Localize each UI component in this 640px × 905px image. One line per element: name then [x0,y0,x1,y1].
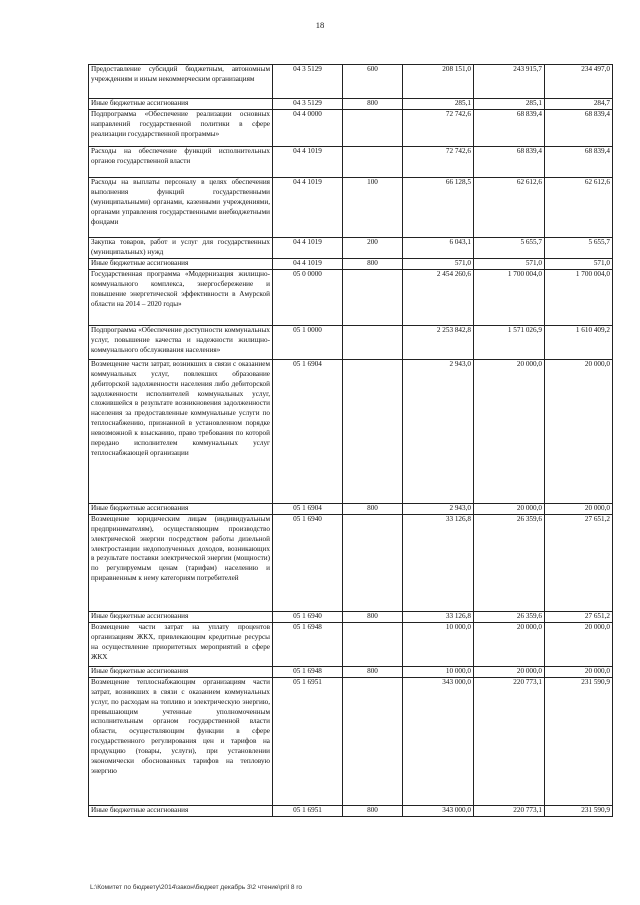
row-amount-2015: 33 126,8 [403,514,474,611]
row-code: 04 4 1019 [273,238,343,259]
table-row [89,805,613,816]
row-amount-2015: 2 943,0 [403,359,474,503]
row-amount-2017: 234 497,0 [545,65,613,99]
row-expense-type: 100 [343,178,403,238]
row-expense-type: 800 [343,611,403,622]
row-expense-type [343,677,403,805]
row-amount-2015: 66 128,5 [403,178,474,238]
row-name: Иные бюджетные ассигнования [89,503,273,514]
row-amount-2016: 285,1 [474,99,545,110]
table-row [89,65,613,99]
table-row [89,178,613,238]
row-amount-2015: 6 043,1 [403,238,474,259]
row-amount-2015: 10 000,0 [403,666,474,677]
row-name: Иные бюджетные ассигнования [89,258,273,269]
row-expense-type: 800 [343,99,403,110]
row-expense-type [343,110,403,147]
row-code: 05 1 6951 [273,677,343,805]
row-amount-2017: 1 610 409,2 [545,325,613,359]
row-name: Возмещение части затрат на уплату процентов организациям ЖКХ, привлекающим кредитные ресурсы на осуществление приоритетных мероприятий в сфере ЖКХ [89,622,273,666]
row-expense-type [343,325,403,359]
row-code: 04 4 1019 [273,147,343,178]
page-number: 18 [315,20,325,30]
row-amount-2015: 33 126,8 [403,611,474,622]
row-amount-2016: 20 000,0 [474,666,545,677]
table-row [89,503,613,514]
row-amount-2017: 231 590,9 [545,805,613,816]
row-code: 05 1 0000 [273,325,343,359]
row-amount-2017: 5 655,7 [545,238,613,259]
row-amount-2017: 68 839,4 [545,110,613,147]
row-name: Расходы на выплаты персоналу в целях обеспечения выполнения функций государственными (муниципальными) органами, казенными учреждениями, органами управления государственными внебюджетными фондами [89,178,273,238]
row-amount-2017: 62 612,6 [545,178,613,238]
row-amount-2016: 243 915,7 [474,65,545,99]
row-amount-2017: 27 651,2 [545,514,613,611]
row-name: Подпрограмма «Обеспечение доступности коммунальных услуг, повышение качества и надежности жилищно-коммунального обслуживания населения» [89,325,273,359]
row-amount-2015: 571,0 [403,258,474,269]
row-name: Возмещение теплоснабжающим организациям части затрат, возникших в связи с оказанием коммунальных услуг, по расходам на топливо и электрическую энергию, превышающим учтенные уполномоченным исполнительным органом государственной власти области, осуществляющим функции в сфере государственного регулирования цен и тарифов на продукцию (товары, услуги), при установлении экономически обоснованных тарифов на тепловую энергию [89,677,273,805]
row-name: Закупка товаров, работ и услуг для государственных (муниципальных) нужд [89,238,273,259]
row-amount-2017: 27 651,2 [545,611,613,622]
row-name: Предоставление субсидий бюджетным, автономным учреждениям и иным некоммерческим организациям [89,65,273,99]
row-amount-2015: 343 000,0 [403,677,474,805]
table-row [89,611,613,622]
row-amount-2015: 2 454 260,6 [403,269,474,325]
table-row [89,325,613,359]
row-expense-type [343,147,403,178]
row-code: 05 1 6951 [273,805,343,816]
row-code: 05 1 6904 [273,503,343,514]
row-name: Государственная программа «Модернизация жилищно-коммунального комплекса, энергосбережение и повышение энергетической эффективности в Амурской области на 2014 – 2020 годы» [89,269,273,325]
row-amount-2016: 220 773,1 [474,805,545,816]
row-amount-2017: 68 839,4 [545,147,613,178]
row-code: 04 4 1019 [273,178,343,238]
row-name: Расходы на обеспечение функций исполнительных органов государственной власти [89,147,273,178]
row-amount-2017: 20 000,0 [545,359,613,503]
row-amount-2015: 343 000,0 [403,805,474,816]
row-amount-2016: 20 000,0 [474,359,545,503]
row-name: Иные бюджетные ассигнования [89,805,273,816]
row-amount-2015: 285,1 [403,99,474,110]
row-expense-type [343,359,403,503]
row-code: 05 1 6904 [273,359,343,503]
row-name: Возмещение юридическим лицам (индивидуальным предпринимателям), осуществляющим производство электрической энергии посредством работы дизельной электростанции недополученных доходов, возникающих в результате поставки электрической энергии (мощности) по регулируемым ценам (тарифам) населению и приравненным к нему категориям потребителей [89,514,273,611]
row-amount-2016: 68 839,4 [474,110,545,147]
row-amount-2017: 284,7 [545,99,613,110]
row-expense-type: 600 [343,65,403,99]
budget-table-body [89,65,613,817]
row-expense-type: 800 [343,805,403,816]
table-row [89,238,613,259]
row-expense-type: 800 [343,666,403,677]
row-amount-2016: 5 655,7 [474,238,545,259]
table-row [89,269,613,325]
row-code: 04 3 5129 [273,65,343,99]
row-amount-2017: 571,0 [545,258,613,269]
row-code: 04 4 1019 [273,258,343,269]
row-amount-2016: 20 000,0 [474,622,545,666]
row-expense-type [343,514,403,611]
row-name: Подпрограмма «Обеспечение реализации основных направлений государственной политики в сфере реализации государственной программы» [89,110,273,147]
row-expense-type: 200 [343,238,403,259]
row-amount-2015: 72 742,6 [403,147,474,178]
row-amount-2015: 208 151,0 [403,65,474,99]
row-amount-2016: 220 773,1 [474,677,545,805]
row-amount-2016: 68 839,4 [474,147,545,178]
row-name: Иные бюджетные ассигнования [89,99,273,110]
row-amount-2017: 20 000,0 [545,503,613,514]
row-code: 04 4 0000 [273,110,343,147]
row-expense-type [343,622,403,666]
table-row [89,622,613,666]
row-amount-2016: 20 000,0 [474,503,545,514]
row-code: 05 1 6948 [273,622,343,666]
row-code: 04 3 5129 [273,99,343,110]
row-code: 05 1 6940 [273,611,343,622]
table-row [89,359,613,503]
row-amount-2017: 1 700 004,0 [545,269,613,325]
table-row [89,99,613,110]
row-name: Иные бюджетные ассигнования [89,611,273,622]
row-amount-2016: 571,0 [474,258,545,269]
table-row [89,514,613,611]
table-row [89,147,613,178]
table-row [89,666,613,677]
row-amount-2016: 62 612,6 [474,178,545,238]
row-amount-2016: 26 359,6 [474,611,545,622]
row-amount-2017: 20 000,0 [545,666,613,677]
row-amount-2015: 2 253 842,8 [403,325,474,359]
row-amount-2015: 10 000,0 [403,622,474,666]
budget-table [88,64,613,817]
row-name: Возмещение части затрат, возникших в связи с оказанием коммунальных услуг, повлекших образование дебиторской задолженности населения либо дебиторской задолженности исполнителей коммунальных услуг, сложившейся в результате возникновения задолженности населения за предоставленные коммунальные услуги по теплоснабжению, признанной в установленном порядке невозможной к взысканию, право требования по которой передано исполнителем коммунальных услуг теплоснабжающей организации [89,359,273,503]
row-expense-type [343,269,403,325]
table-row [89,110,613,147]
row-amount-2016: 26 359,6 [474,514,545,611]
row-name: Иные бюджетные ассигнования [89,666,273,677]
row-amount-2017: 20 000,0 [545,622,613,666]
row-amount-2016: 1 571 026,9 [474,325,545,359]
row-expense-type: 800 [343,503,403,514]
table-row [89,677,613,805]
row-amount-2015: 72 742,6 [403,110,474,147]
row-amount-2015: 2 943,0 [403,503,474,514]
file-path-footer: L:\Комитет по бюджету\2014\закон\бюджет декабрь 3\2 чтение\pril 8 ro [90,884,303,891]
table-row [89,258,613,269]
row-amount-2016: 1 700 004,0 [474,269,545,325]
row-code: 05 0 0000 [273,269,343,325]
row-expense-type: 800 [343,258,403,269]
row-code: 05 1 6940 [273,514,343,611]
row-amount-2017: 231 590,9 [545,677,613,805]
row-code: 05 1 6948 [273,666,343,677]
